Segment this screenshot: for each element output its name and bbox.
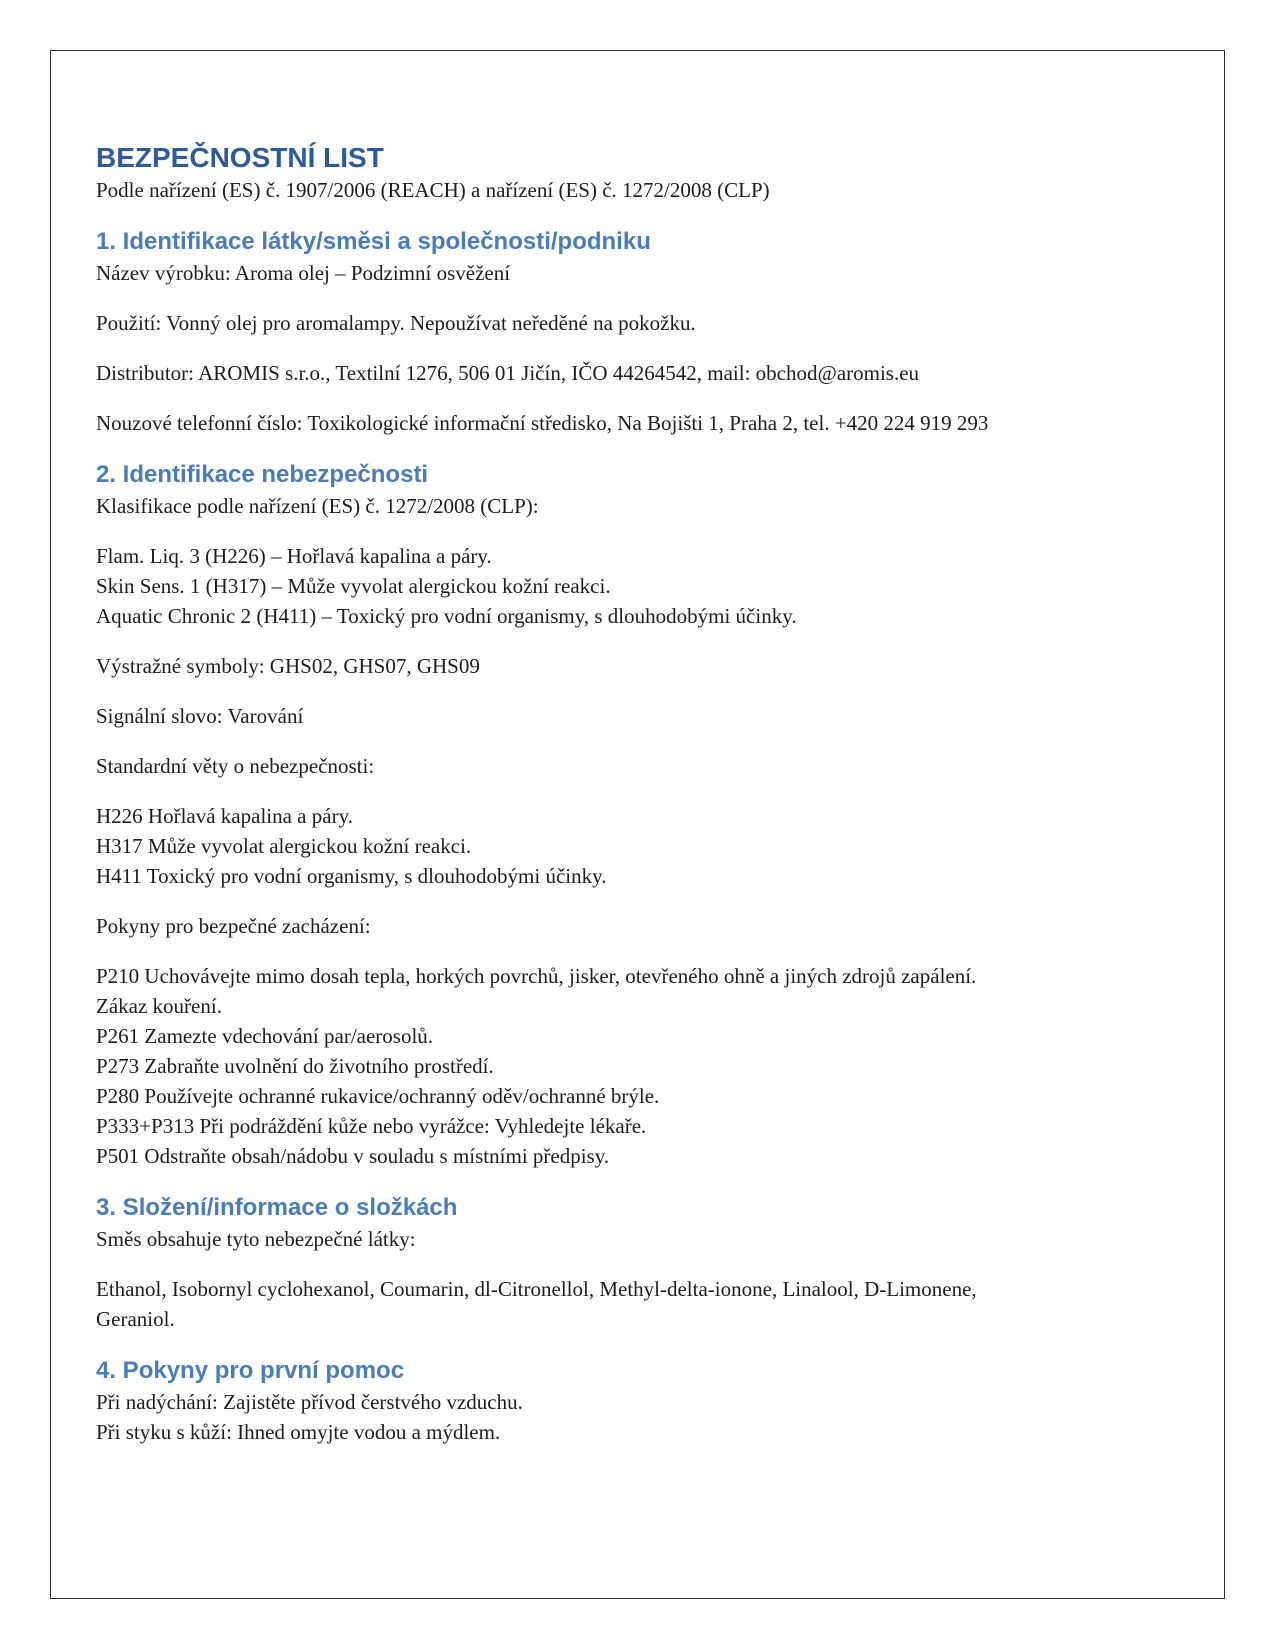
ingredients-paragraph [96, 1274, 1168, 1334]
precautionary-intro-line: Pokyny pro bezpečné zacházení: [96, 914, 371, 938]
precautionary-intro-paragraph [96, 911, 1168, 941]
classification-aquatic-chronic-line: Aquatic Chronic 2 (H411) – Toxický pro vodní organismy, s dlouhodobými účinky. [96, 604, 797, 628]
document-subtitle: Podle nařízení (ES) č. 1907/2006 (REACH) a nařízení (ES) č. 1272/2008 (CLP) [96, 178, 770, 202]
distributor-paragraph [96, 358, 1168, 388]
classification-skin-sens-line: Skin Sens. 1 (H317) – Může vyvolat alergickou kožní reakci. [96, 574, 611, 598]
ingredients-line-1: Ethanol, Isobornyl cyclohexanol, Coumarin, dl-Citronellol, Methyl-delta-ionone, Linalool, D-Limonene, [96, 1277, 977, 1301]
product-name-paragraph [96, 258, 1168, 288]
composition-intro-paragraph [96, 1224, 1168, 1254]
document-title: BEZPEČNOSTNÍ LIST [96, 142, 384, 173]
first-aid-paragraph [96, 1387, 1168, 1447]
precaution-p273-line: P273 Zabraňte uvolnění do životního prostředí. [96, 1054, 494, 1078]
hazard-statements-intro-line: Standardní věty o nebezpečnosti: [96, 754, 375, 778]
usage-paragraph [96, 308, 1168, 338]
page-border [50, 50, 1225, 1599]
classification-list-paragraph [96, 541, 1168, 631]
ghs-symbols-line: Výstražné symboly: GHS02, GHS07, GHS09 [96, 654, 480, 678]
hazard-statements-intro-paragraph [96, 751, 1168, 781]
ingredients-line-2: Geraniol. [96, 1307, 175, 1331]
hazard-statements-paragraph [96, 801, 1168, 891]
product-name-line: Název výrobku: Aroma olej – Podzimní osvěžení [96, 261, 511, 285]
classification-intro-paragraph [96, 491, 1168, 521]
emergency-phone-line: Nouzové telefonní číslo: Toxikologické informační středisko, Na Bojišti 1, Praha 2, tel. +420 224 919 293 [96, 411, 989, 435]
section-1-heading: 1. Identifikace látky/směsi a společnosti/podniku [96, 228, 651, 255]
classification-flam-liq-line: Flam. Liq. 3 (H226) – Hořlavá kapalina a páry. [96, 544, 492, 568]
precaution-p210-line: P210 Uchovávejte mimo dosah tepla, horkých povrchů, jisker, otevřeného ohně a jiných zdrojů zapálení. [96, 964, 977, 988]
composition-intro-line: Směs obsahuje tyto nebezpečné látky: [96, 1227, 416, 1251]
signal-word-line: Signální slovo: Varování [96, 704, 304, 728]
hazard-h226-line: H226 Hořlavá kapalina a páry. [96, 804, 353, 828]
first-aid-skin-contact-line: Při styku s kůží: Ihned omyjte vodou a mýdlem. [96, 1420, 501, 1444]
precaution-p501-line: P501 Odstraňte obsah/nádobu v souladu s místními předpisy. [96, 1144, 610, 1168]
precaution-p280-line: P280 Používejte ochranné rukavice/ochranný oděv/ochranné brýle. [96, 1084, 660, 1108]
first-aid-inhalation-line: Při nadýchání: Zajistěte přívod čerstvého vzduchu. [96, 1390, 523, 1414]
precaution-p210-continuation-line: Zákaz kouření. [96, 994, 222, 1018]
ghs-symbols-paragraph [96, 651, 1168, 681]
precaution-p261-line: P261 Zamezte vdechování par/aerosolů. [96, 1024, 434, 1048]
precaution-p333-p313-line: P333+P313 Při podráždění kůže nebo vyrážce: Vyhledejte lékaře. [96, 1114, 647, 1138]
hazard-h317-line: H317 Může vyvolat alergickou kožní reakci. [96, 834, 472, 858]
section-3-heading: 3. Složení/informace o složkách [96, 1194, 458, 1221]
section-2-heading: 2. Identifikace nebezpečnosti [96, 461, 429, 488]
usage-line: Použití: Vonný olej pro aromalampy. Nepoužívat neředěné na pokožku. [96, 311, 696, 335]
signal-word-paragraph [96, 701, 1168, 731]
distributor-line: Distributor: AROMIS s.r.o., Textilní 1276, 506 01 Jičín, IČO 44264542, mail: obchod@aromis.eu [96, 361, 920, 385]
section-4-heading: 4. Pokyny pro první pomoc [96, 1357, 405, 1384]
hazard-h411-line: H411 Toxický pro vodní organismy, s dlouhodobými účinky. [96, 864, 607, 888]
precautionary-statements-paragraph [96, 961, 1168, 1171]
emergency-phone-paragraph [96, 408, 1168, 438]
classification-intro-line: Klasifikace podle nařízení (ES) č. 1272/2008 (CLP): [96, 494, 539, 518]
